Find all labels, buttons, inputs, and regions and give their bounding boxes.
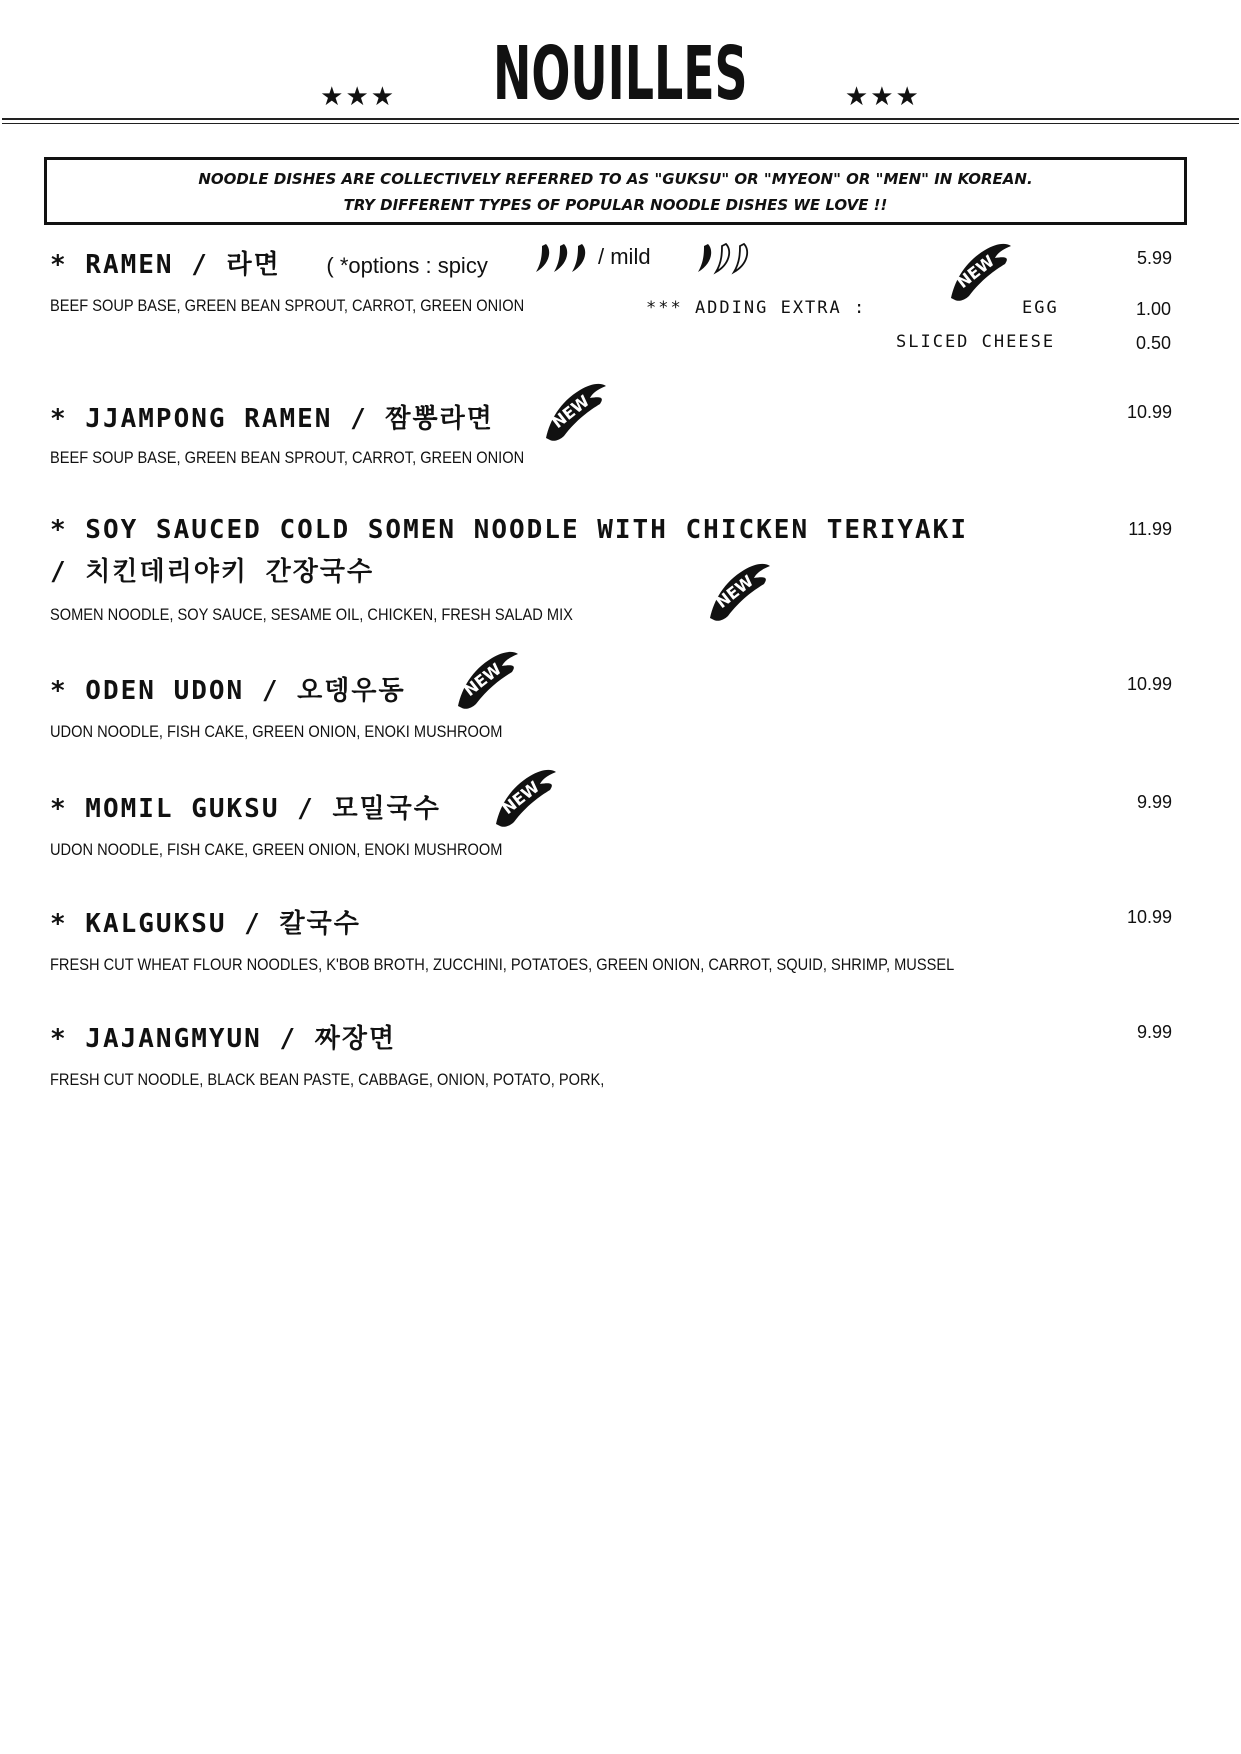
item-description: FRESH CUT WHEAT FLOUR NOODLES, K'BOB BROTH, ZUCCHINI, POTATOES, GREEN ONION, CARROT, SQUID, SHRIMP, MUSSEL xyxy=(50,955,955,974)
item-name: * JJAMPONG RAMEN / 짬뽕라면 xyxy=(50,404,494,434)
item-name: * SOY SAUCED COLD SOMEN NOODLE WITH CHICKEN TERIYAKI xyxy=(50,515,968,545)
item-description: SOMEN NOODLE, SOY SAUCE, SESAME OIL, CHICKEN, FRESH SALAD MIX xyxy=(50,605,573,624)
item-name: * KALGUKSU / 칼국수 xyxy=(50,909,361,939)
item-name: * MOMIL GUKSU / 모밀국수 xyxy=(50,794,441,824)
menu-item-jajangmyun xyxy=(50,1018,1180,1098)
menu-item-jjampong xyxy=(50,398,1180,468)
new-badge-text: NEW xyxy=(460,659,505,701)
item-description: UDON NOODLE, FISH CAKE, GREEN ONION, ENOKI MUSHROOM xyxy=(50,840,503,859)
item-price: 9.99 xyxy=(1136,1022,1172,1042)
item-price: 9.99 xyxy=(1136,792,1172,812)
stars-right: ★★★ xyxy=(844,82,921,112)
new-badge-text: NEW xyxy=(953,251,998,293)
new-badge-icon xyxy=(490,766,560,828)
header-rule-bottom xyxy=(2,123,1239,124)
title-row xyxy=(0,30,1241,118)
extra-egg-label: EGG xyxy=(1022,298,1059,318)
chili-pepper-icon xyxy=(532,240,594,276)
menu-item-kalguksu xyxy=(50,903,1180,983)
header-rule-top xyxy=(2,118,1239,120)
menu-item-momil-guksu xyxy=(50,788,1180,868)
new-badge-icon xyxy=(452,648,522,710)
chili-pepper-mild-icon xyxy=(694,240,756,276)
extra-cheese-label: SLICED CHEESE xyxy=(896,332,1056,352)
new-badge-icon xyxy=(540,380,610,442)
item-name-korean: / 치킨데리야키 간장국수 xyxy=(50,557,375,587)
stars-left: ★★★ xyxy=(320,82,397,112)
page-title: NOUILLES xyxy=(493,31,748,117)
item-name: * ODEN UDON / 오뎅우동 xyxy=(50,676,406,706)
options-label: ( *options : spicy xyxy=(326,253,488,278)
options-mild: / mild xyxy=(598,244,651,269)
menu-item-oden-udon xyxy=(50,670,1180,750)
item-description: FRESH CUT NOODLE, BLACK BEAN PASTE, CABBAGE, ONION, POTATO, PORK, xyxy=(50,1070,605,1089)
new-badge-text: NEW xyxy=(498,777,543,819)
item-description: UDON NOODLE, FISH CAKE, GREEN ONION, ENOKI MUSHROOM xyxy=(50,722,503,741)
menu-item-somen xyxy=(50,515,1180,625)
extra-intro: *** ADDING EXTRA : xyxy=(646,298,867,318)
new-badge-text: NEW xyxy=(712,571,757,613)
item-name: * JAJANGMYUN / 짜장면 xyxy=(50,1024,397,1054)
item-name: * RAMEN / 라면 xyxy=(50,250,281,280)
item-description: BEEF SOUP BASE, GREEN BEAN SPROUT, CARROT, GREEN ONION xyxy=(50,296,525,315)
intro-line-2: TRY DIFFERENT TYPES OF POPULAR NOODLE DISHES WE LOVE !! xyxy=(343,196,888,214)
new-badge-icon xyxy=(945,240,1015,302)
item-price: 10.99 xyxy=(1126,402,1172,422)
new-badge-text: NEW xyxy=(548,391,593,433)
menu-header xyxy=(0,30,1241,126)
item-description: BEEF SOUP BASE, GREEN BEAN SPROUT, CARROT, GREEN ONION xyxy=(50,448,525,467)
intro-box xyxy=(44,157,1187,225)
item-price: 5.99 xyxy=(1136,248,1172,268)
item-price: 11.99 xyxy=(1128,519,1172,539)
item-price: 10.99 xyxy=(1126,907,1172,927)
extra-egg-price: 1.00 xyxy=(1136,299,1172,319)
item-price: 10.99 xyxy=(1126,674,1172,694)
new-badge-icon xyxy=(704,560,774,622)
intro-line-1: NOODLE DISHES ARE COLLECTIVELY REFERRED TO AS "GUKSU" OR "MYEON" OR "MEN" IN KOREAN. xyxy=(198,170,1033,188)
extra-cheese-price: 0.50 xyxy=(1136,333,1172,353)
